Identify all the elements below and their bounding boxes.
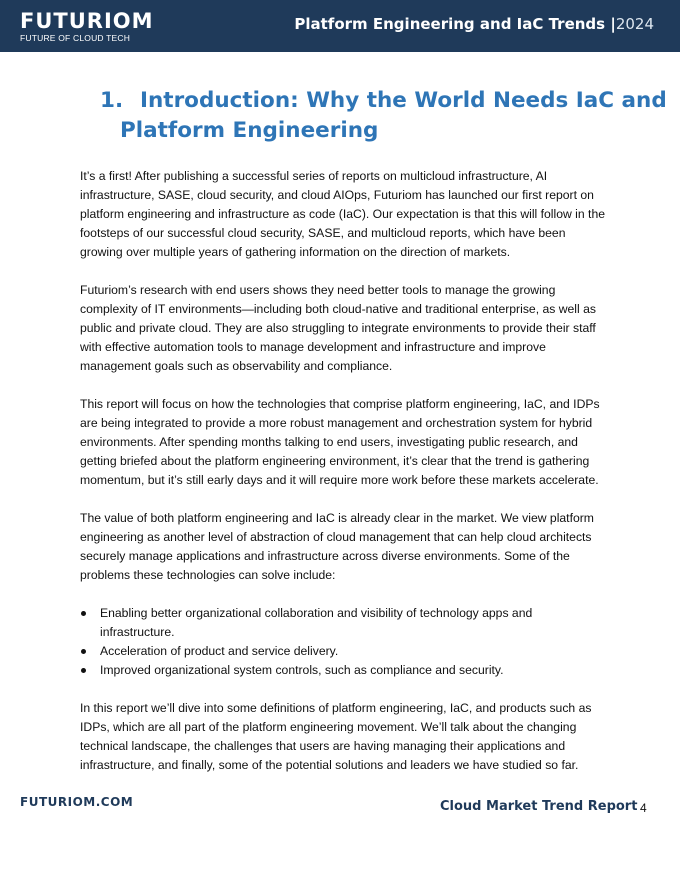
futuriom-logo[interactable] xyxy=(20,10,154,44)
list-item: Acceleration of product and service delivery. xyxy=(80,642,610,661)
benefits-list xyxy=(80,604,610,680)
section-heading xyxy=(100,86,667,146)
list-item: Enabling better organizational collaboration and visibility of technology apps and infrastructure. xyxy=(80,604,610,642)
section-number: 1. xyxy=(100,88,124,113)
closing-paragraph: In this report we’ll dive into some definitions of platform engineering, IaC, and products such as IDPs, which are all part of the platform engineering movement. We’ll talk about the changing technical landscape, the challenges that users are having managing their applications and infrastructure, and finally, some of the potential solutions and leaders we have studied so far. xyxy=(80,701,592,772)
logo-wordmark: FUTURIOM xyxy=(20,9,154,33)
list-item: Improved organizational system controls, such as compliance and security. xyxy=(80,661,610,680)
footer-report-name: Cloud Market Trend Report xyxy=(440,799,638,814)
title-separator: | xyxy=(610,15,616,33)
logo-tagline: FUTURE OF CLOUD TECH xyxy=(20,33,131,43)
report-title xyxy=(294,15,654,33)
report-year: 2024 xyxy=(615,15,654,33)
paragraph: This report will focus on how the technologies that comprise platform engineering, IaC, and IDPs are being integrated to provide a more robust management and orchestration system for hybrid environments. After spending months talking to end users, investigating public research, and getting briefed about the platform engineering environment, it’s clear that the trend is gathering momentum, but it’s still early days and it will require more work before these markets accelerate. xyxy=(80,397,600,487)
paragraph: The value of both platform engineering and IaC is already clear in the market. We view platform engineering as another level of abstraction of cloud management that can help cloud architects securely manage applications and infrastructure across diverse environments. Some of the problems these technologies can solve include: xyxy=(80,511,594,582)
paragraph: Futuriom’s research with end users shows they need better tools to manage the growing complexity of IT environments—including both cloud-native and traditional enterprise, as well as public and private cloud. They are also struggling to integrate environments to provide their staff with effective automation tools to manage development and infrastructure and improve management goals such as observability and compliance. xyxy=(80,283,596,373)
report-title-text: Platform Engineering and IaC Trends xyxy=(294,15,606,33)
footer-site-link[interactable]: FUTURIOM.COM xyxy=(20,795,134,809)
section-title-part-2: Platform Engineering xyxy=(120,118,379,143)
page-header xyxy=(0,0,680,52)
section-title-part-1: Introduction: Why the World Needs IaC and xyxy=(140,88,667,113)
page-number: 4 xyxy=(640,801,647,815)
paragraph: It’s a first! After publishing a successful series of reports on multicloud infrastructure, AI infrastructure, SASE, cloud security, and cloud AIOps, Futuriom has launched our first report on platform engineering and infrastructure as code (IaC). Our expectation is that this will follow in the footsteps of our successful cloud security, SASE, and multicloud reports, which have been growing over multiple years of gathering information on the direction of markets. xyxy=(80,169,605,259)
section-heading-line-1 xyxy=(100,86,667,116)
body-content xyxy=(80,167,610,794)
